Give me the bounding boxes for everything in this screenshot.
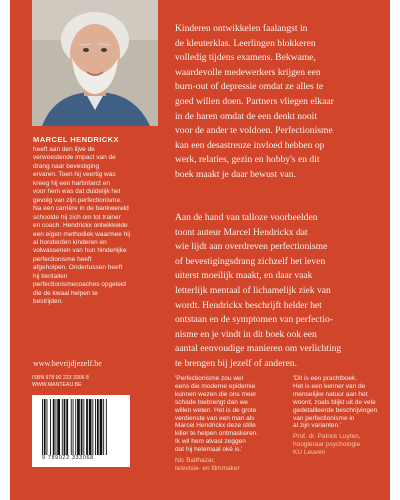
blurb-line: wordt. Hendrickx beschrijft helder het bbox=[175, 299, 322, 311]
bio-line: al honderden kinderen en bbox=[33, 238, 107, 246]
quote-attribution: Nic Balthazar, bbox=[175, 457, 216, 465]
isbn-block bbox=[32, 375, 89, 389]
bio-line: schoolde hij zich om tot trainer bbox=[33, 213, 121, 221]
bio-line: hij tientallen bbox=[33, 272, 68, 280]
quote-line: Ik wil hem alvast zeggen bbox=[175, 438, 246, 446]
quote-line: killer te helpen ontmaskeren. bbox=[175, 430, 259, 438]
review-quote-2 bbox=[293, 375, 389, 457]
blurb-line: volledig tijdens examens. Bekwame, bbox=[175, 52, 316, 64]
quote-line: schade toebrengt dan we bbox=[175, 398, 248, 406]
quote-line: menselijke natuur aan het bbox=[293, 390, 368, 398]
blurb-line: uiterst moeilijk maakt, en daar vaak bbox=[175, 270, 313, 282]
blurb-line: ontstaan en de symptomen van perfectio- bbox=[175, 314, 333, 326]
blurb-line: te brengen bij jezelf of anderen. bbox=[175, 357, 297, 369]
bio-line: perfectionismecoaches opgeleid bbox=[33, 281, 126, 289]
blurb-line: waardevolle medewerkers krijgen een bbox=[175, 66, 321, 78]
author-bio bbox=[33, 146, 163, 307]
bio-line: volwassenen van hun hinderlijke bbox=[33, 247, 127, 255]
quote-line: 'Perfectionisme zou wel bbox=[175, 375, 244, 382]
blurb-line: burn-out of depressie omdat ze alles te bbox=[175, 81, 324, 93]
bio-line: heeft aan den lijve de bbox=[33, 146, 95, 153]
bio-line: die de kwaal helpen te bbox=[33, 289, 98, 297]
quote-line: woord, zoals blijkt uit de vele bbox=[293, 398, 376, 406]
bio-line: drang naar bevestiging bbox=[33, 162, 100, 170]
blurb-line: werk, relaties, gezin en hobby's en dit bbox=[175, 154, 320, 166]
barcode bbox=[32, 395, 130, 467]
blurb-line: boek maakt je daar bewust van. bbox=[175, 168, 296, 180]
quote-attribution: televisie- en filmmaker bbox=[175, 464, 240, 472]
quote-line: van perfectionisme in bbox=[293, 414, 355, 422]
author-name: MARCEL HENDRICKX bbox=[33, 135, 119, 144]
bio-line: Na een carrière in de bankwereld bbox=[33, 205, 129, 213]
bio-line: perfectionisme heeft bbox=[33, 255, 92, 263]
blurb-line: voor de ander te voldoen. Perfectionisme bbox=[175, 125, 333, 137]
blurb-line: in de haren omdat de een denkt nooit bbox=[175, 110, 317, 122]
barcode-bars bbox=[42, 399, 124, 455]
quote-line: dat hij helemaal oké is.' bbox=[175, 446, 243, 454]
blurb-paragraph-1 bbox=[175, 22, 387, 183]
isbn-number: ISBN 978 90 223 3306 8 bbox=[32, 375, 89, 381]
bio-line: een eigen methodiek waarmee hij bbox=[33, 230, 131, 238]
blurb-line: aantal eenvoudige manieren om verlichting bbox=[175, 343, 342, 355]
quote-line: verdienste van een man als bbox=[175, 414, 255, 422]
blurb-line: letterlijk mentaal of lichamelijk ziek van bbox=[175, 284, 331, 296]
quote-line: Het is een kenner van de bbox=[293, 382, 366, 390]
quote-line: 'Dit is een prachtboek. bbox=[293, 375, 358, 382]
bio-line: kreeg hij een hartinfarct en bbox=[33, 179, 110, 187]
blurb-line: of bevestigingsdrang zichzelf het leven bbox=[175, 255, 326, 267]
author-website: www.bevrijdjezelf.be bbox=[33, 359, 102, 368]
bio-line: en coach. Hendrickx ontwikkelde bbox=[33, 222, 128, 230]
publisher-url: WWW.MANTEAU.BE bbox=[32, 382, 82, 388]
blurb-line: kan een desastreuze invloed hebben op bbox=[175, 139, 325, 151]
bio-line: gevolg van zijn perfectionisme. bbox=[33, 196, 122, 204]
blurb-line: de kleuterklas. Leerlingen blokkeren bbox=[175, 37, 316, 49]
review-quote-1 bbox=[175, 375, 293, 473]
blurb-line: wie lijdt aan overdreven perfectionisme bbox=[175, 241, 328, 253]
quote-attribution: KU Leuven bbox=[293, 449, 326, 457]
quote-attribution: hoogleraar psychologie bbox=[293, 441, 361, 449]
blurb-line: toont auteur Marcel Hendrickx dat bbox=[175, 226, 308, 238]
blurb-line: Kinderen ontwikkelen faalangst in bbox=[175, 23, 308, 34]
blurb-line: goed willen doen. Partners vliegen elkaar bbox=[175, 95, 334, 107]
author-photo bbox=[32, 0, 158, 126]
author-portrait-image bbox=[32, 0, 158, 126]
quote-line: willen weten. Het is de grote bbox=[175, 406, 257, 414]
quote-line: eens die moderne epidemie bbox=[175, 382, 256, 390]
barcode-digits: 9 789022 333068 bbox=[42, 455, 94, 461]
bio-line: afgeholpen. Ondertussen heeft bbox=[33, 264, 123, 272]
bio-line: voor hem was dat duidelijk het bbox=[33, 188, 121, 196]
quote-line: gedetailleerde beschrijvingen bbox=[293, 406, 378, 414]
bio-line: bestrijden. bbox=[33, 298, 63, 306]
quote-line: kunnen wezen die ons meer bbox=[175, 390, 257, 398]
bio-line: verwoestende impact van de bbox=[33, 154, 116, 162]
book-back-cover bbox=[10, 0, 390, 500]
quote-attribution: Prof. dr. Patrick Luyten, bbox=[293, 433, 361, 441]
quote-line: al zijn varianten.' bbox=[293, 422, 342, 430]
blurb-line: nisme en je vindt in dit boek ook een bbox=[175, 328, 317, 340]
quote-line: Marcel Hendrickx deze stille bbox=[175, 422, 256, 430]
bio-line: ervaren. Toen hij veertig was bbox=[33, 171, 116, 179]
blurb-line: Aan de hand van talloze voorbeelden bbox=[175, 212, 318, 223]
blurb-paragraph-2 bbox=[175, 211, 387, 372]
